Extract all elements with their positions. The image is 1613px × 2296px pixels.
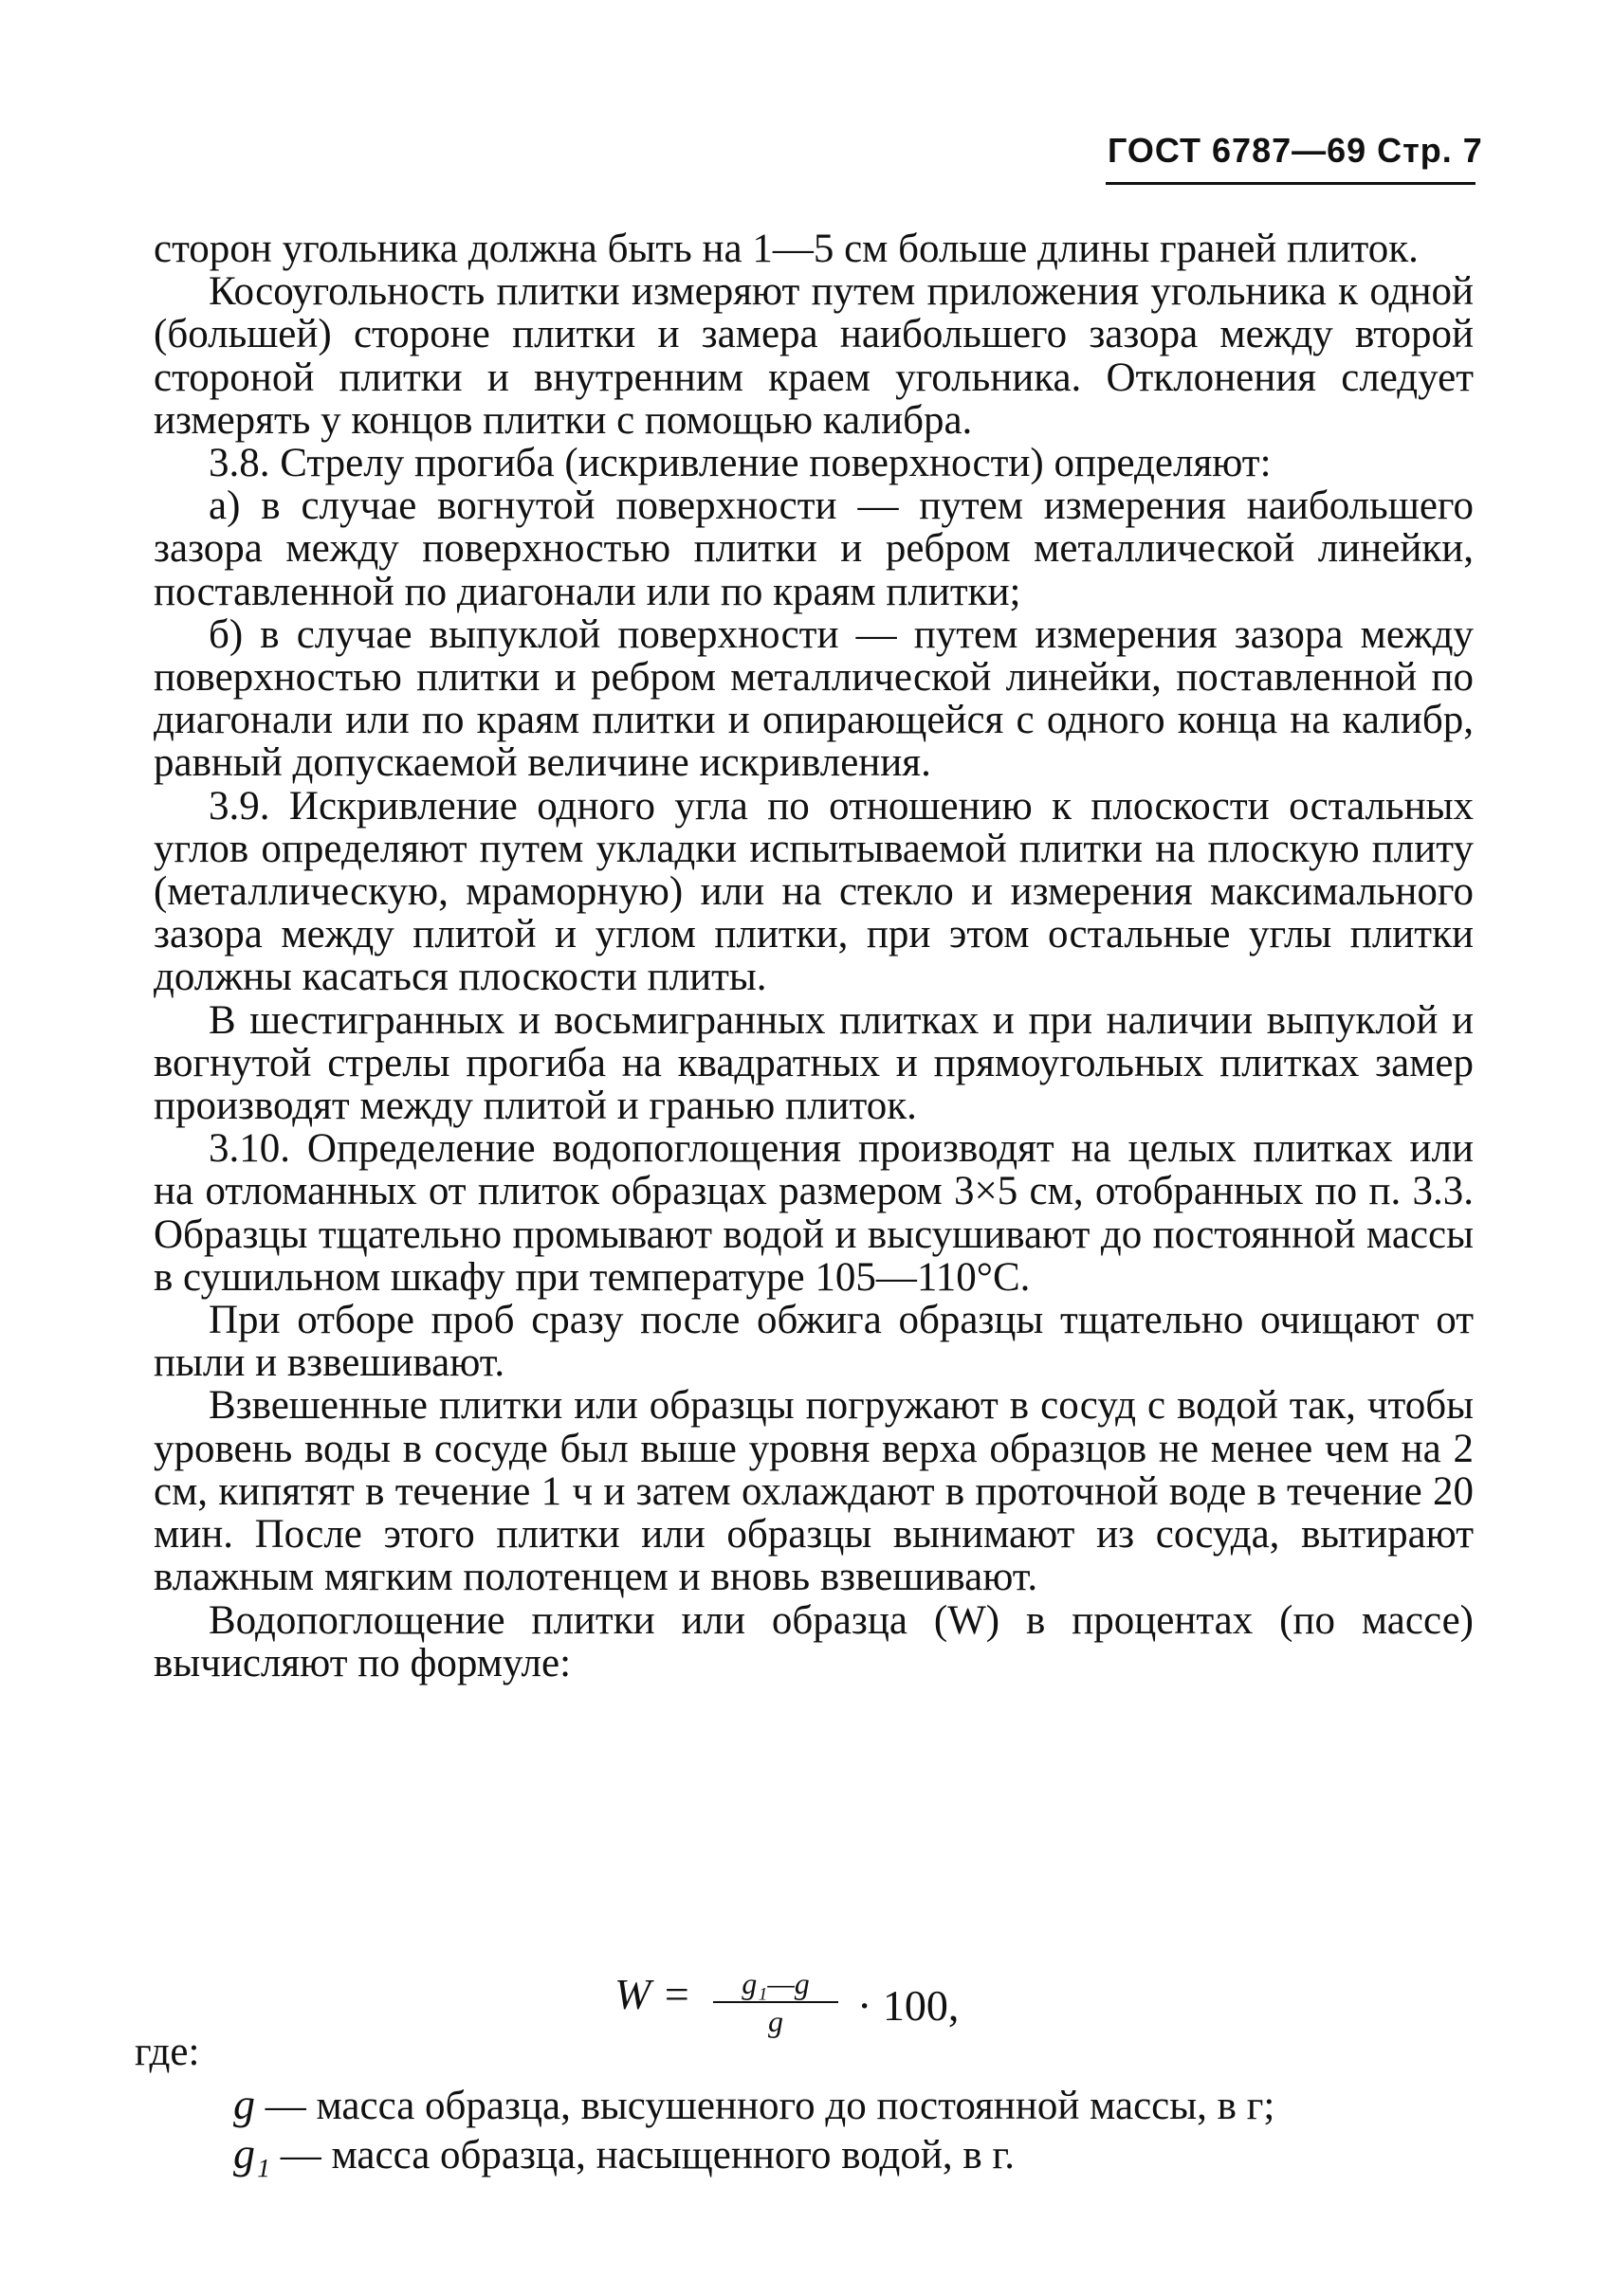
paragraph-3-8-a: а) в случае вогнутой поверхности — путем измерения наибольшего зазора между поверхностью плитки и ребром металлической линейки, поставленной по диагонали или по краям плитки; bbox=[154, 483, 1474, 614]
paragraph-weighed: Взвешенные плитки или образцы погружают в сосуд с водой так, чтобы уровень воды в сосуде был выше уровня верха образцов не менее чем на 2 см, кипятят в течение 1 ч и затем охлаждают в проточной воде в течение 20 мин. После этого плитки или образцы вынимают из сосуда, вытирают влажным мягким полотенцем и вновь взвешивают. bbox=[154, 1383, 1474, 1600]
running-header: ГОСТ 6787—69 Стр. 7 bbox=[1108, 131, 1483, 170]
header-rule bbox=[1106, 182, 1476, 185]
definition-symbol: g bbox=[233, 2080, 255, 2128]
body-text bbox=[154, 228, 1474, 1685]
symbol-definitions bbox=[233, 2081, 1476, 2179]
formula-lhs: W = bbox=[614, 1970, 691, 2018]
paragraph-3-8-b: б) в случае выпуклой поверхности — путем измерения зазора между поверхностью плитки и ребром металлической линейки, поставленной по диагонали или по краям плитки и опирающейся с одного конца на калибр, равный допускаемой величине искривления. bbox=[154, 611, 1474, 786]
paragraph-hexagonal: В шестигранных и восьмигранных плитках и при наличии выпуклой и вогнутой стрелы прогиба на квадратных и прямоугольных плитках замер производят между плитой и гранью плиток. bbox=[154, 997, 1474, 1129]
definition-text: — масса образца, насыщенного водой, в г. bbox=[270, 2133, 1015, 2178]
where-label: где: bbox=[135, 2030, 200, 2074]
formula-numerator: g₁—g bbox=[742, 1966, 810, 2000]
definition-text: — масса образца, высушенного до постоянной массы, в г; bbox=[255, 2084, 1275, 2128]
fraction-bar bbox=[713, 2001, 838, 2003]
formula-fraction bbox=[709, 1967, 842, 2037]
paragraph-3-9: 3.9. Искривление одного угла по отношению к плоскости остальных углов определяют путем укладки испытываемой плитки на плоскую плиту (металлическую, мраморную) или на стекло и измерения максимального зазора между плитой и углом плитки, при этом остальные углы плитки должны касаться плоскости плиты. bbox=[154, 783, 1474, 1000]
definition-g1 bbox=[233, 2130, 1476, 2179]
paragraph-continuation: сторон угольника должна быть на 1—5 см больше длины граней плиток. bbox=[154, 227, 1419, 271]
formula-rhs: · 100, bbox=[857, 1981, 960, 2030]
paragraph-3-8: 3.8. Стрелу прогиба (искривление поверхности) определяют: bbox=[209, 441, 1272, 486]
definition-g bbox=[233, 2081, 1476, 2130]
formula-denominator: g bbox=[768, 2004, 783, 2038]
definition-symbol: g₁ bbox=[233, 2129, 270, 2178]
paragraph-formula-intro: Водопоглощение плитки или образца (W) в процентах (по массе) вычисляют по формуле: bbox=[154, 1597, 1474, 1686]
paragraph-sampling: При отборе проб сразу после обжига образцы тщательно очищают от пыли и взвешивают. bbox=[154, 1298, 1474, 1386]
paragraph-skew-measurement: Косоугольность плитки измеряют путем приложения угольника к одной (большей) стороне плитки и замера наибольшего зазора между второй стороной плитки и внутренним краем угольника. Отклонения следует измерять у концов плитки с помощью калибра. bbox=[154, 269, 1474, 443]
paragraph-3-10: 3.10. Определение водопоглощения производят на целых плитках или на отломанных от плиток образцах размером 3×5 см, отобранных по п. 3.3. Образцы тщательно промывают водой и высушивают до постоянной массы в сушильном шкафу при температуре 105—110°С. bbox=[154, 1126, 1474, 1300]
